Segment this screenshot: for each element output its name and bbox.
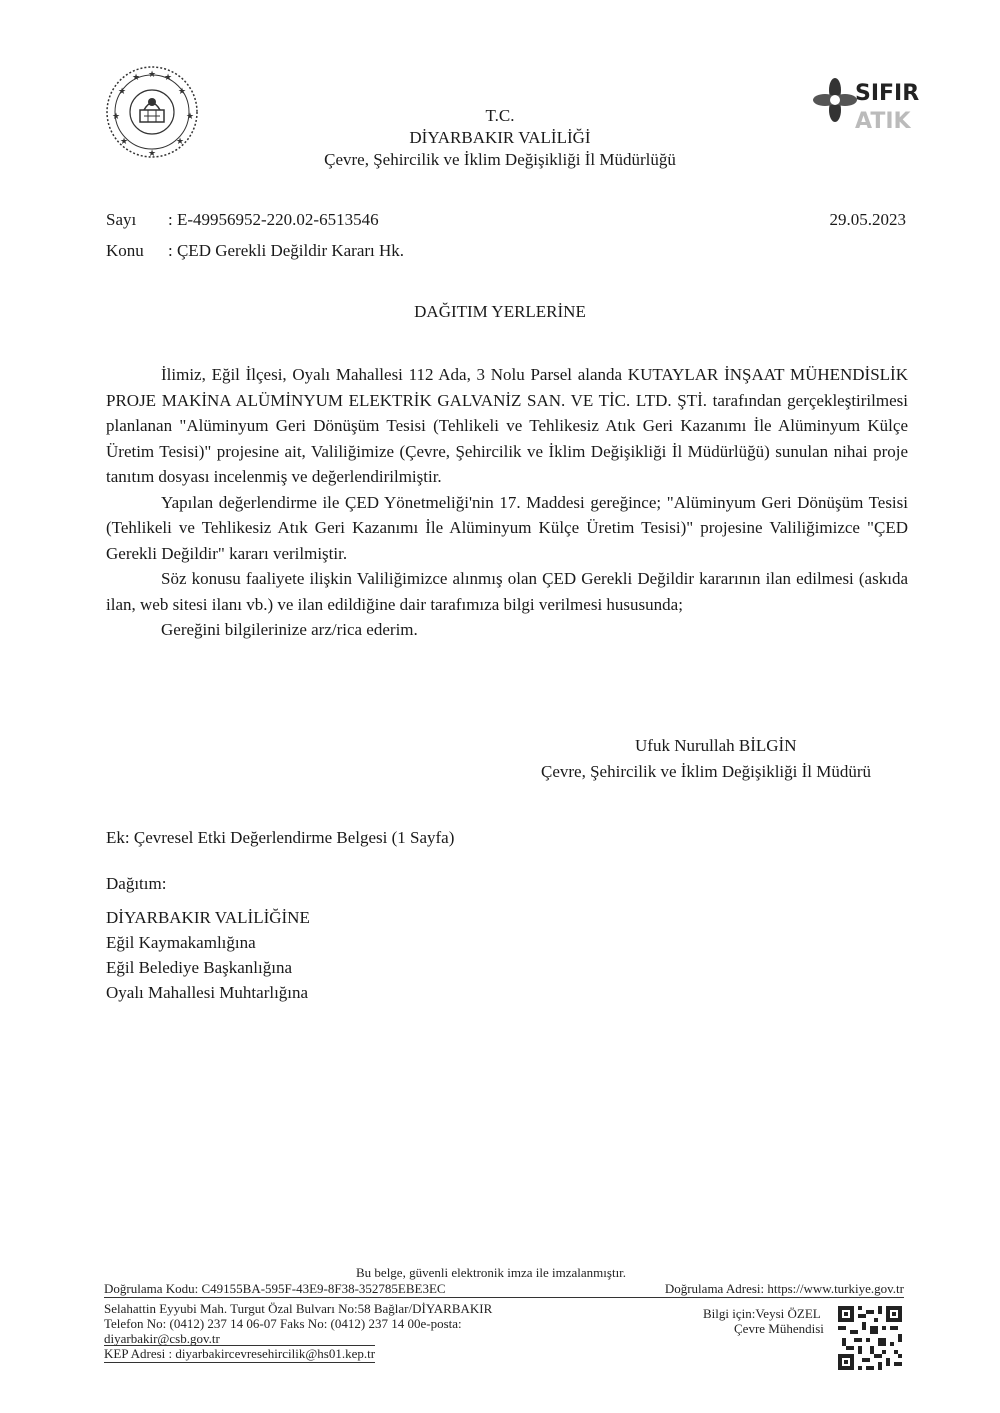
phone-fax: Telefon No: (0412) 237 14 06-07 Faks No: (0412) 237 14 00e-posta: [104,1316,462,1331]
konu-label: Konu [106,241,144,260]
svg-text:★: ★ [186,112,195,122]
svg-text:★: ★ [132,73,141,83]
distribution-item: DİYARBAKIR VALİLİĞİNE [106,908,310,927]
info-title: Çevre Mühendisi [734,1321,824,1336]
svg-text:★: ★ [148,149,157,159]
verification-row [104,1281,904,1298]
svg-text:★: ★ [148,70,157,80]
header-line-3: Çevre, Şehircilik ve İklim Değişikliği İl Müdürlüğü [324,150,676,169]
distribution-item: Eğil Kaymakamlığına [106,933,256,952]
email-address[interactable]: diyarbakir@csb.gov.tr [104,1331,220,1346]
kep-address: KEP Adresi : diyarbakircevresehircilik@hs01.kep.tr [104,1346,376,1361]
sayi-value: : E-49956952-220.02-6513546 [168,210,379,229]
attachment-note: Ek: Çevresel Etki Değerlendirme Belgesi (1 Sayfa) [106,828,455,847]
distribution-item: Oyalı Mahallesi Muhtarlığına [106,983,309,1002]
body-paragraph-3: Söz konusu faaliyete ilişkin Valiliğimizce alınmış olan ÇED Gerekli Değildir kararının ilan edilmesi (askıda ilan, web sitesi ilanı vb.) ve ilan edildiğine dair tarafımıza bilgi verilmesi hususunda; [106,569,908,614]
svg-text:★: ★ [176,137,185,147]
info-contact: Bilgi için:Veysi ÖZEL [703,1306,821,1321]
svg-text:★: ★ [120,137,129,147]
svg-text:★: ★ [178,87,187,97]
verification-code: Doğrulama Kodu: C49155BA-595F-43E9-8F38-352785EBE3EC [104,1281,446,1296]
e-signature-note: Bu belge, güvenli elektronik imza ile imzalanmıştır. [356,1265,627,1280]
body-paragraph-1: İlimiz, Eğil İlçesi, Oyalı Mahallesi 112 Ada, 3 Nolu Parsel alanda KUTAYLAR İNŞAAT MÜHENDİSLİK PROJE MAKİNA ALÜMİNYUM ELEKTRİK GALVANİZ SAN. VE TİC. LTD. ŞTİ. tarafından gerçekleştirilmesi planlanan "Alüminyum Geri Dönüşüm Tesisi (Tehlikeli ve Tehlikesiz Atık Geri Kazanımı İle Alüminyum Külçe Üretim Tesisi)" projesine ait, Valiliğimize (Çevre, Şehircilik ve İklim Değişikliği İl Müdürlüğü) sunulan nihai proje tanıtım dosyası incelenmiş ve değerlendirilmiştir. [106,365,908,486]
sayi-label: Sayı [106,210,137,229]
svg-text:★: ★ [164,73,173,83]
distribution-label: Dağıtım: [106,874,167,893]
office-address: Selahattin Eyyubi Mah. Turgut Özal Bulvarı No:58 Bağlar/DİYARBAKIR [104,1301,493,1316]
body-paragraph-4: Gereğini bilgilerinize arz/rica ederim. [161,620,418,639]
document-date: 29.05.2023 [829,210,906,229]
svg-text:★: ★ [112,112,121,122]
logo-text-bottom: ATIK [855,109,911,134]
verification-address[interactable]: Doğrulama Adresi: https://www.turkiye.gov.tr [664,1281,904,1296]
body-paragraph-2: Yapılan değerlendirme ile ÇED Yönetmeliği'nin 17. Maddesi gereğince; "Alüminyum Geri Dönüşüm Tesisi (Tehlikeli ve Tehlikesiz Atık Geri Kazanımı İle Alüminyum Külçe Üretim Tesisi)" projesine Valiliğimizce "ÇED Gerekli Değildir" kararı verilmiştir. [106,492,908,563]
qr-code [838,1306,902,1370]
svg-text:★: ★ [118,87,127,97]
distribution-item: Eğil Belediye Başkanlığına [106,958,293,977]
addressee: DAĞITIM YERLERİNE [414,302,586,321]
header-line-2: DİYARBAKIR VALİLİĞİ [409,128,591,147]
signatory-name: Ufuk Nurullah BİLGİN [635,736,797,755]
logo-text-top: SIFIR [855,81,920,106]
header-line-1: T.C. [485,106,515,125]
konu-value: : ÇED Gerekli Değildir Kararı Hk. [168,241,405,260]
signatory-title: Çevre, Şehircilik ve İklim Değişikliği İl Müdürü [541,762,872,781]
letter-body [106,362,908,643]
